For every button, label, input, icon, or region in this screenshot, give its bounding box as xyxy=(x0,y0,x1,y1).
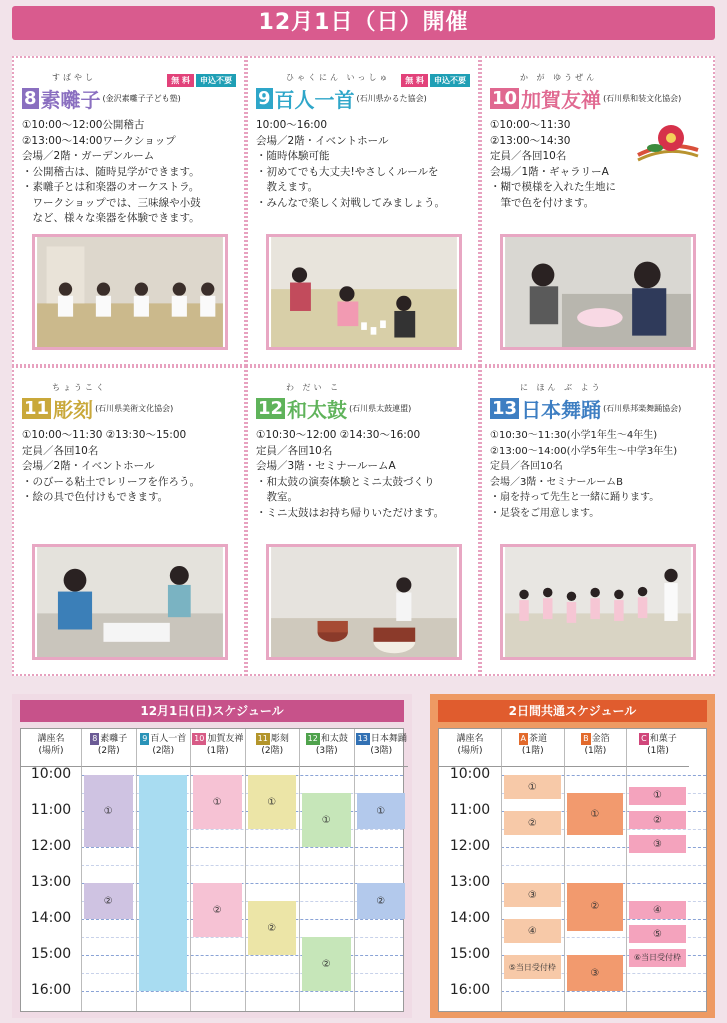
session-block xyxy=(629,901,686,919)
title-ruby: に ほん ぶ よう xyxy=(520,383,603,392)
workshop-title: 和太鼓 xyxy=(287,398,348,422)
time-label: 11:00 xyxy=(449,802,491,818)
time-label: 14:00 xyxy=(30,910,72,926)
column-name: 素囃子 xyxy=(100,734,128,744)
column-tag: C xyxy=(641,734,647,743)
column-floor: (3階) xyxy=(315,746,338,756)
column-header xyxy=(190,729,245,767)
workshop-title: 日本舞踊 xyxy=(521,398,602,422)
session-label: ① xyxy=(653,790,662,802)
session-label: ① xyxy=(376,805,386,817)
schedule-table xyxy=(20,728,407,1012)
session-block xyxy=(84,775,133,847)
workshop-number: 13 xyxy=(492,398,518,419)
column-header xyxy=(354,729,409,767)
session-label: ② xyxy=(653,814,662,826)
column-tag: 13 xyxy=(357,734,368,743)
column-floor: (2階) xyxy=(152,746,175,756)
session-block xyxy=(248,901,297,955)
column-header xyxy=(245,729,300,767)
corner-label: (場所) xyxy=(38,746,64,756)
time-label: 16:00 xyxy=(30,982,72,998)
session-block xyxy=(567,793,624,835)
panel-8 xyxy=(12,56,246,366)
free-badge: 無 料 xyxy=(167,74,194,87)
column-header xyxy=(299,729,354,767)
column-floor: (2階) xyxy=(261,746,284,756)
time-label: 12:00 xyxy=(30,838,72,854)
session-block xyxy=(504,955,561,979)
session-block xyxy=(193,883,242,937)
session-label: ④ xyxy=(527,925,537,937)
organizer: (金沢素囃子子ども塾) xyxy=(102,94,181,103)
column-name: 加賀友禅 xyxy=(207,734,244,744)
workshop-number: 8 xyxy=(24,88,37,109)
organizer: (石川県和装文化協会) xyxy=(603,94,682,103)
workshop-photo xyxy=(500,544,696,660)
session-block xyxy=(302,793,351,847)
workshop-details: ①10:30～12:00 ②14:30～16:00 定員／各回10名 会場／3階・セミナールームA ・和太鼓の演奏体験とミニ太鼓づくり 教室。 ・ミニ太鼓はお持ち帰りいただけます。 xyxy=(256,429,445,519)
workshop-title: 彫刻 xyxy=(53,398,94,422)
no-registration-badge: 申込不要 xyxy=(196,74,236,87)
workshop-details: ①10:30～11:30(小学1年生～4年生) ②13:00～14:00(小学5年生～中学3年生) 定員／各回10名 会場／3階・セミナールームB ・扇を持って先生と一緒に踊ります。 ・足袋をご用意します。 xyxy=(490,430,678,519)
time-label: 13:00 xyxy=(30,874,72,890)
column-tag: 11 xyxy=(257,734,268,743)
workshop-details: ①10:00～12:00公開稽古 ②13:00～14:00ワークショップ 会場／2階・ガーデンルーム ・公開稽古は、随時見学ができます。 ・素囃子とは和楽器のオーケストラ。 ワークショップでは、三味線や小鼓 など、様々な楽器を体験できます。 xyxy=(22,119,201,224)
schedule-title: 2日間共通スケジュール xyxy=(438,700,707,722)
column-floor: (1階) xyxy=(584,746,607,756)
session-label: ③ xyxy=(527,889,537,901)
corner-label: 講座名 xyxy=(37,734,65,744)
session-block xyxy=(504,883,561,907)
column-floor: (1階) xyxy=(206,746,229,756)
session-block xyxy=(504,919,561,943)
column-tag: A xyxy=(520,734,527,743)
schedule-column xyxy=(81,729,136,1011)
column-name: 茶道 xyxy=(529,734,548,744)
time-label: 16:00 xyxy=(449,982,491,998)
workshop-details: ①10:00～11:30 ②13:00～14:30 定員／各回10名 会場／1階・ギャラリーA ・糊で模様を入れた生地に 筆で色を付けます。 xyxy=(490,119,616,209)
panel-10 xyxy=(480,56,715,366)
schedule-column xyxy=(190,729,245,1011)
session-label: ② xyxy=(267,922,277,934)
column-header xyxy=(501,729,564,767)
schedule-column xyxy=(354,729,409,1011)
title-ruby: ひゃくにん いっしゅ xyxy=(286,73,391,82)
column-name: 和菓子 xyxy=(649,734,677,744)
session-block xyxy=(302,937,351,991)
session-label: ② xyxy=(376,895,386,907)
session-label: ② xyxy=(212,904,222,916)
schedule-common xyxy=(430,694,715,1018)
time-label: 10:00 xyxy=(449,766,491,782)
camellia-illustration xyxy=(633,120,703,170)
session-label: ① xyxy=(527,781,537,793)
session-block xyxy=(567,955,624,991)
workshop-photo xyxy=(266,544,462,660)
session-label: ⑥当日受付枠 xyxy=(633,953,682,963)
corner-label: (場所) xyxy=(457,746,483,756)
session-block xyxy=(139,775,188,991)
column-name: 和太鼓 xyxy=(320,734,348,744)
column-name: 金箔 xyxy=(591,734,610,744)
organizer: (石川県美術文化協会) xyxy=(95,404,174,413)
workshop-photo xyxy=(32,544,228,660)
title-ruby: すばやし xyxy=(52,73,96,82)
time-label: 12:00 xyxy=(449,838,491,854)
panel-11 xyxy=(12,366,246,676)
session-block xyxy=(193,775,242,829)
schedule-title: 12月1日(日)スケジュール xyxy=(20,700,404,722)
schedule-dec1 xyxy=(12,694,412,1018)
session-label: ① xyxy=(590,808,600,820)
session-label: ③ xyxy=(653,838,662,850)
organizer: (石川県邦楽舞踊協会) xyxy=(603,404,682,413)
column-header xyxy=(564,729,627,767)
column-floor: (1階) xyxy=(521,746,544,756)
column-name: 百人一首 xyxy=(150,734,187,744)
no-registration-badge: 申込不要 xyxy=(430,74,470,87)
workshop-number: 11 xyxy=(24,398,50,419)
column-tag: 8 xyxy=(92,734,98,743)
session-block xyxy=(357,793,406,829)
time-label: 15:00 xyxy=(30,946,72,962)
session-label: ② xyxy=(527,817,537,829)
session-block xyxy=(248,775,297,829)
schedule-column xyxy=(245,729,300,1011)
column-tag: 12 xyxy=(307,734,318,743)
workshop-photo xyxy=(500,234,696,350)
column-tag: 10 xyxy=(194,734,205,743)
session-block xyxy=(629,811,686,829)
session-block xyxy=(629,835,686,853)
session-block xyxy=(357,883,406,919)
column-tag: B xyxy=(583,734,589,743)
title-ruby: か が ゆうぜん xyxy=(520,73,598,82)
session-block xyxy=(629,925,686,943)
workshop-number: 9 xyxy=(258,88,271,109)
workshop-number: 10 xyxy=(492,88,518,109)
schedule-table xyxy=(438,728,707,1012)
time-label: 14:00 xyxy=(449,910,491,926)
free-badge: 無 料 xyxy=(401,74,428,87)
session-block xyxy=(629,949,686,967)
session-label: ③ xyxy=(590,967,600,979)
workshop-details: 10:00～16:00 会場／2階・イベントホール ・随時体験可能 ・初めてでも大丈夫!やさしくルールを 教えます。 ・みんなで楽しく対戦してみましょう。 xyxy=(256,119,445,209)
panel-12 xyxy=(246,366,480,676)
workshop-details: ①10:00～11:30 ②13:30～15:00 定員／各回10名 会場／2階・イベントホール ・のびーる粘土でレリーフを作ろう。 ・絵の具で色付けもできます。 xyxy=(22,429,200,503)
column-floor: (2階) xyxy=(97,746,120,756)
column-header xyxy=(626,729,689,767)
workshop-number: 12 xyxy=(258,398,284,419)
session-label: ④ xyxy=(653,904,662,916)
panel-9 xyxy=(246,56,480,366)
organizer: (石川県かるた協会) xyxy=(356,94,427,103)
workshop-title: 百人一首 xyxy=(274,88,355,112)
organizer: (石川県太鼓連盟) xyxy=(349,404,412,413)
session-label: ② xyxy=(321,958,331,970)
column-header xyxy=(81,729,136,767)
workshop-title: 素囃子 xyxy=(40,88,101,112)
workshop-title: 加賀友禅 xyxy=(521,88,602,112)
time-label: 15:00 xyxy=(449,946,491,962)
session-block xyxy=(84,883,133,919)
corner-label: 講座名 xyxy=(456,734,484,744)
column-name: 彫刻 xyxy=(270,734,289,744)
title-ruby: ちょうこく xyxy=(52,383,107,392)
session-block xyxy=(567,883,624,931)
column-name: 日本舞踊 xyxy=(370,734,407,744)
session-label: ② xyxy=(590,901,600,913)
session-label: ① xyxy=(212,796,222,808)
session-block xyxy=(629,787,686,805)
schedule-column xyxy=(626,729,689,1011)
session-block xyxy=(504,775,561,799)
corner-header xyxy=(439,729,501,767)
session-label: ② xyxy=(103,895,113,907)
session-label: ① xyxy=(267,796,277,808)
session-block xyxy=(504,811,561,835)
column-header xyxy=(136,729,191,767)
session-label: ① xyxy=(321,814,331,826)
page-title: 12月1日（日）開催 xyxy=(12,6,715,40)
time-label: 10:00 xyxy=(30,766,72,782)
workshop-grid xyxy=(12,56,715,676)
session-label: ⑤当日受付枠 xyxy=(508,962,556,972)
column-floor: (3階) xyxy=(370,746,393,756)
column-tag: 9 xyxy=(142,734,148,743)
column-floor: (1階) xyxy=(647,746,669,756)
workshop-photo xyxy=(32,234,228,350)
title-ruby: わ だい こ xyxy=(286,383,342,392)
workshop-photo xyxy=(266,234,462,350)
panel-13 xyxy=(480,366,715,676)
corner-header xyxy=(21,729,81,767)
session-label: ⑤ xyxy=(653,928,662,940)
time-label: 13:00 xyxy=(449,874,491,890)
session-label: ① xyxy=(103,805,113,817)
time-label: 11:00 xyxy=(30,802,72,818)
